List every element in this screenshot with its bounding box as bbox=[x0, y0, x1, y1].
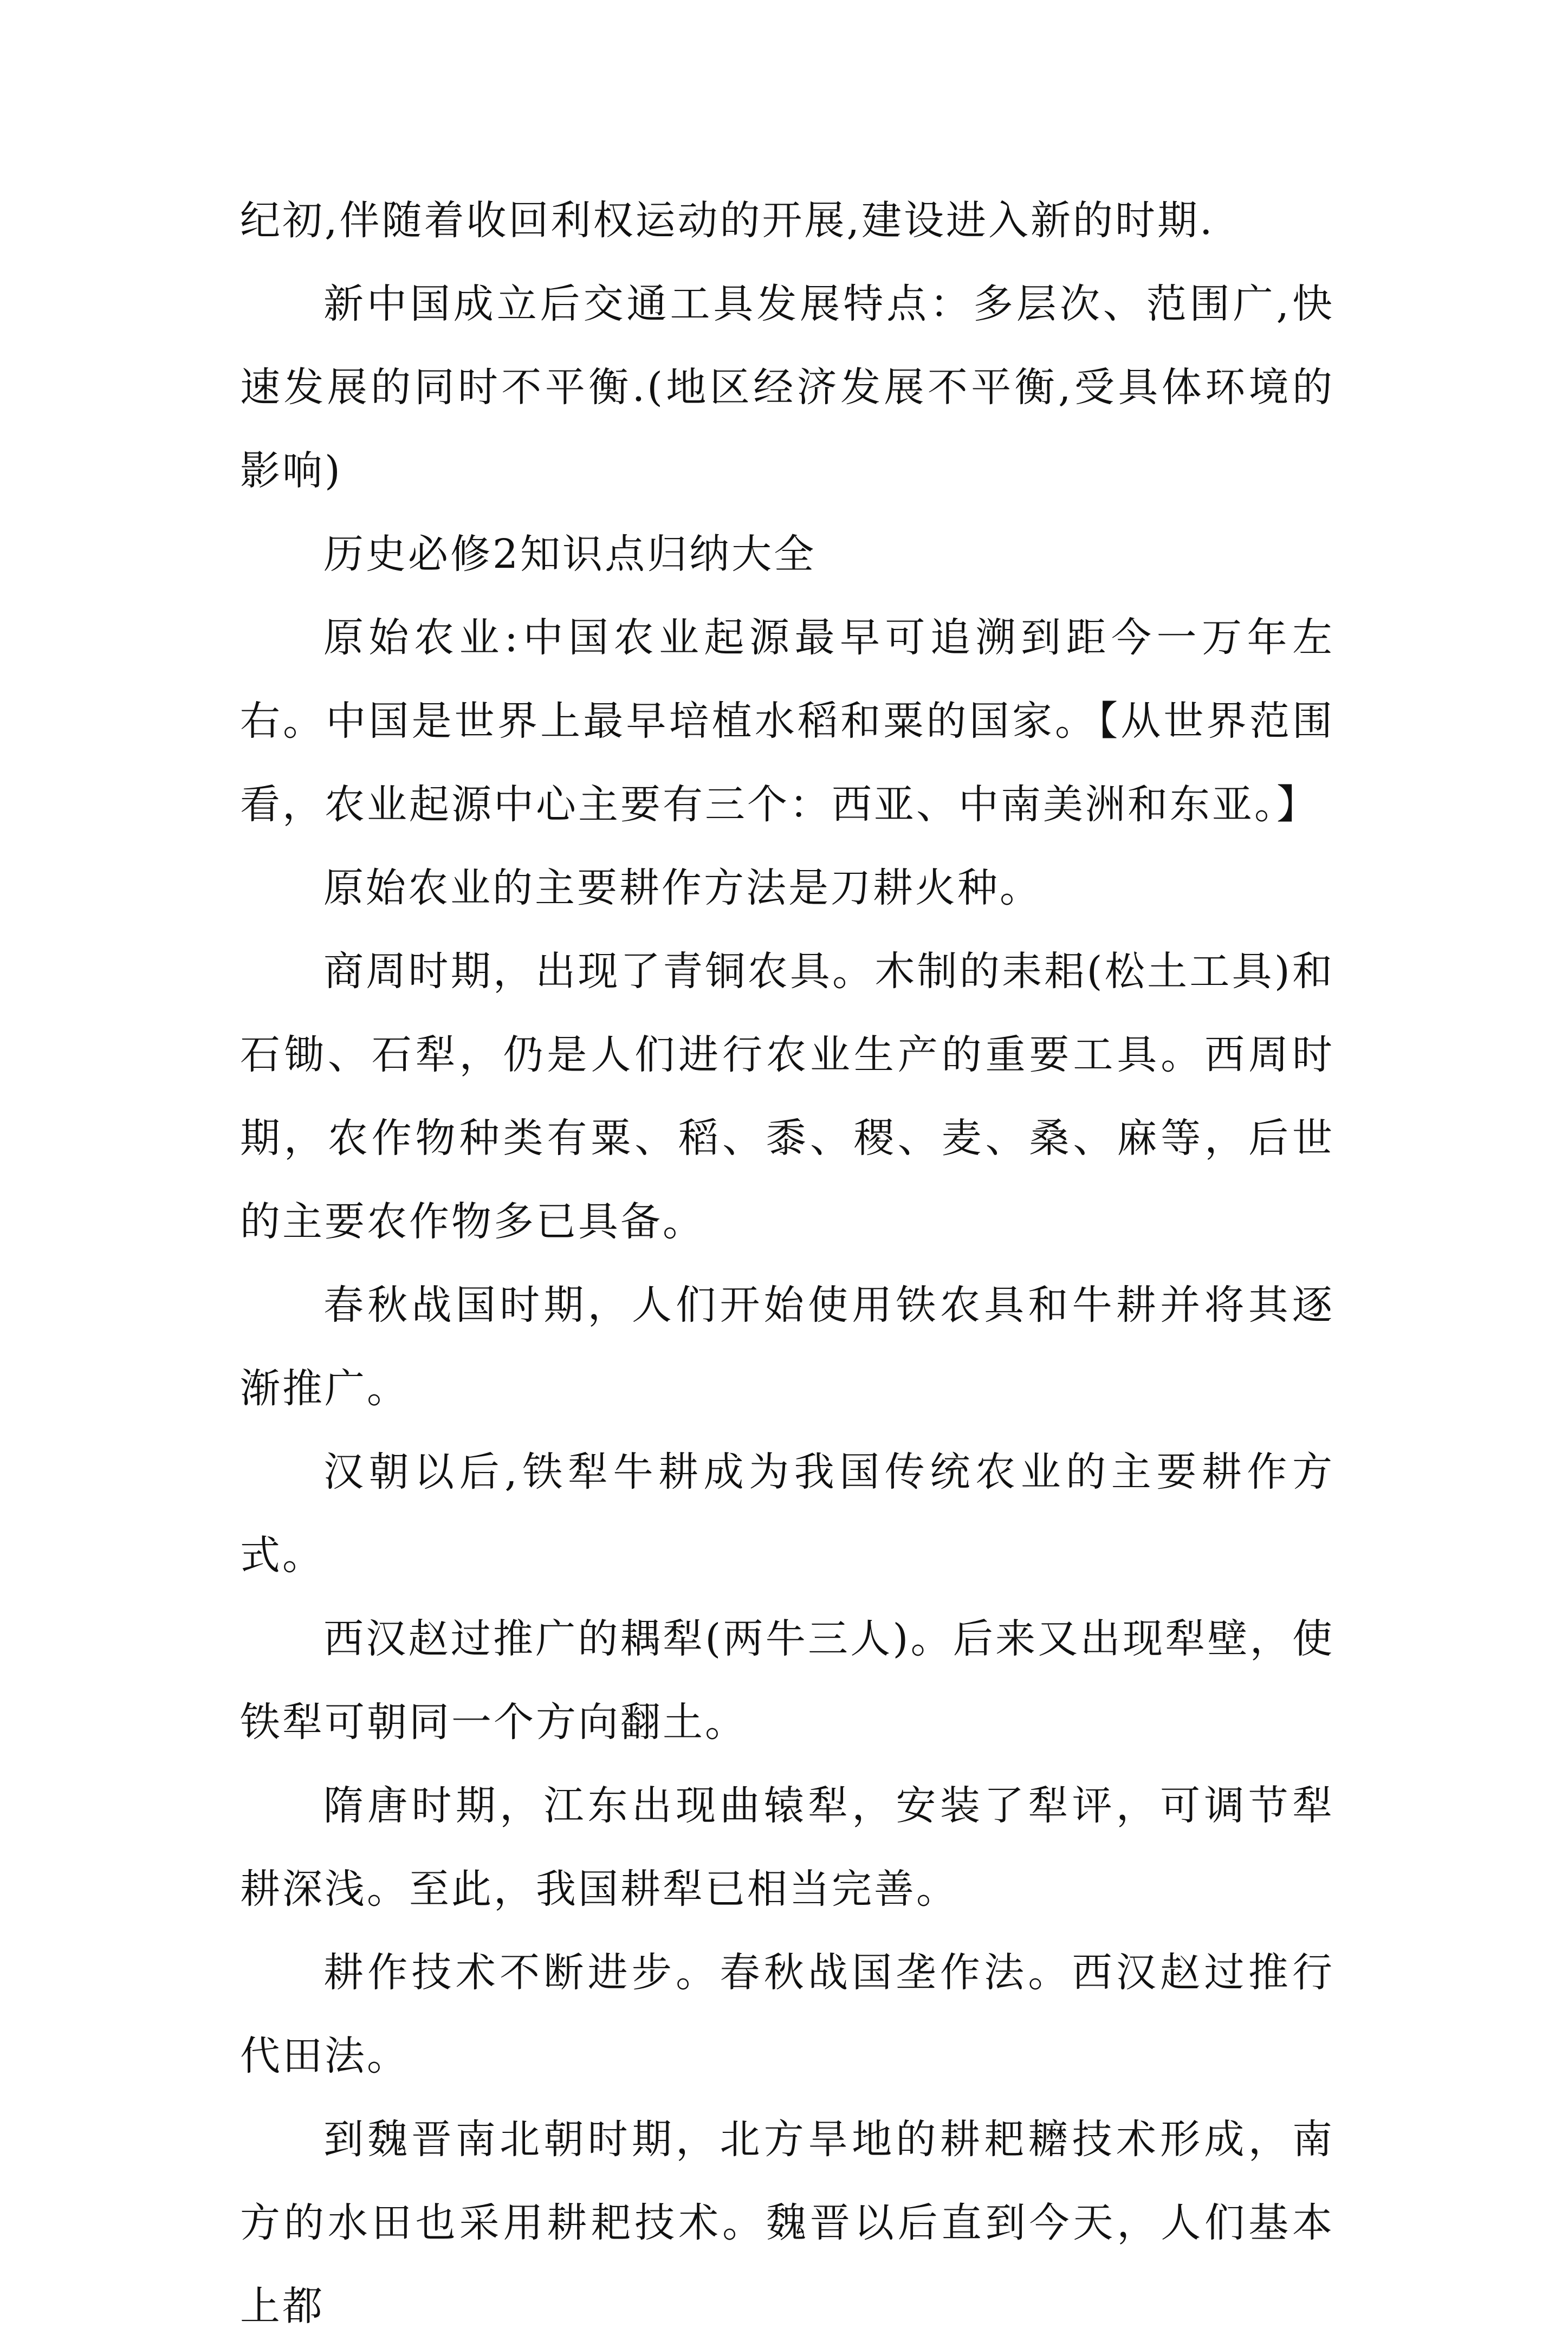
paragraph: 原始农业:中国农业起源最早可追溯到距今一万年左右。中国是世界上最早培植水稻和粟的国家。【从世界范围看，农业起源中心主要有三个：西亚、中南美洲和东亚。】 bbox=[240, 614, 1334, 828]
document-page bbox=[240, 179, 1334, 2348]
paragraph: 西汉赵过推广的耦犁(两牛三人)。后来又出现犁壁，使铁犁可朝同一个方向翻土。 bbox=[240, 1616, 1334, 1746]
paragraph: 原始农业的主要耕作方法是刀耕火种。 bbox=[323, 865, 1042, 911]
paragraph: 春秋战国时期，人们开始使用铁农具和牛耕并将其逐渐推广。 bbox=[240, 1282, 1334, 1412]
paragraph: 汉朝以后,铁犁牛耕成为我国传统农业的主要耕作方式。 bbox=[240, 1449, 1334, 1579]
paragraph: 耕作技术不断进步。春秋战国垄作法。西汉赵过推行代田法。 bbox=[240, 1949, 1334, 2079]
paragraph: 隋唐时期，江东出现曲辕犁，安装了犁评，可调节犁耕深浅。至此，我国耕犁已相当完善。 bbox=[240, 1782, 1334, 1912]
paragraph: 新中国成立后交通工具发展特点：多层次、范围广,快速发展的同时不平衡.(地区经济发展不平衡,受具体环境的影响) bbox=[240, 281, 1334, 494]
paragraph: 到魏晋南北朝时期，北方旱地的耕耙耱技术形成，南方的水田也采用耕耙技术。魏晋以后直到今天，人们基本上都 bbox=[240, 2116, 1334, 2330]
section-heading: 历史必修2知识点归纳大全 bbox=[323, 531, 817, 578]
paragraph: 商周时期，出现了青铜农具。木制的耒耜(松土工具)和石锄、石犁，仍是人们进行农业生产的重要工具。西周时期，农作物种类有粟、稻、黍、稷、麦、桑、麻等，后世的主要农作物多已具备。 bbox=[240, 948, 1334, 1245]
paragraph: 纪初,伴随着收回利权运动的开展,建设进入新的时期. bbox=[240, 197, 1215, 244]
